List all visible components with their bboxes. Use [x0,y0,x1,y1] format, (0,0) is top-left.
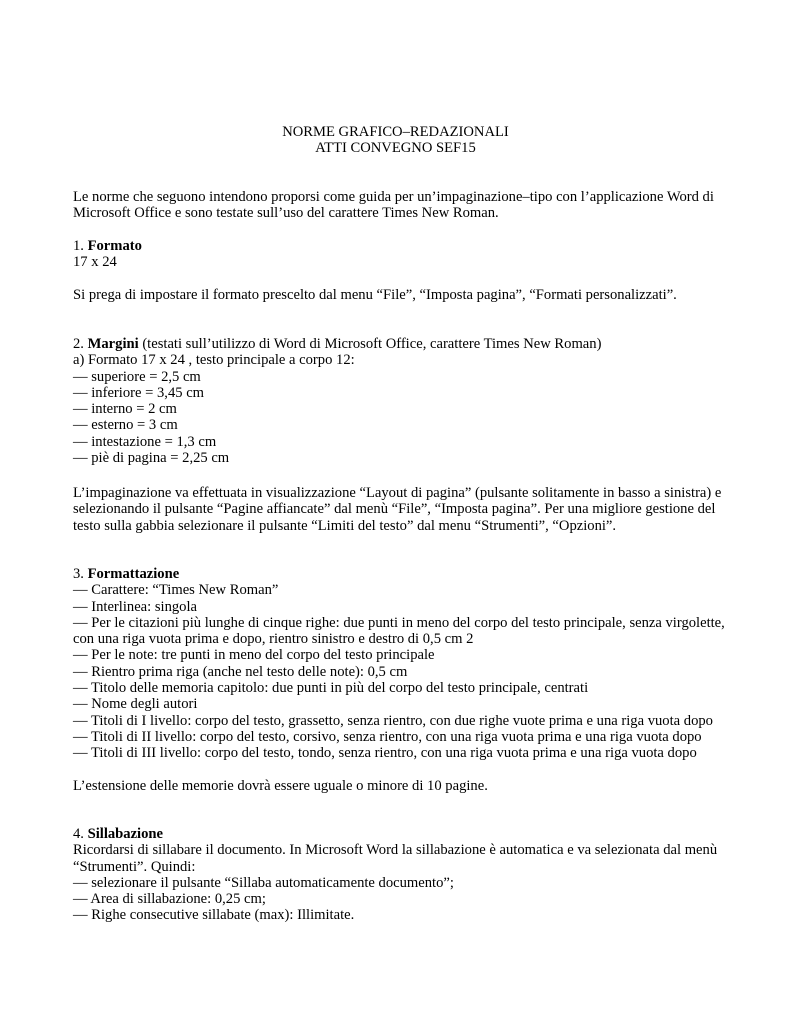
section-number: 3. [73,566,88,582]
section-number: 1. [73,238,88,254]
section-formattazione [73,566,723,762]
list-item: — Righe consecutive sillabate (max): Illimitate. [73,907,355,924]
list-item: — Nome degli autori [73,696,198,713]
intro-line: Le norme che seguono intendono proporsi come guida per un’impaginazione–tipo con l’applicazione Word di [73,189,714,205]
section-formato [73,238,723,271]
paragraph-line: “Strumenti”. Quindi: [73,858,196,875]
paragraph-line: L’impaginazione va effettuata in visualizzazione “Layout di pagina” (pulsante solitamente in basso a sinistra) e [73,485,722,501]
list-item: — selezionare il pulsante “Sillaba automaticamente documento”; [73,874,454,891]
list-item: — Titoli di I livello: corpo del testo, grassetto, senza rientro, con due righe vuote prima e una riga vuota dopo [73,712,713,729]
document-title: NORME GRAFICO–REDAZIONALI [282,124,509,140]
estensione-paragraph [73,778,723,794]
paragraph-line: Ricordarsi di sillabare il documento. In Microsoft Word la sillabazione è automatica e va selezionata dal menù [73,842,718,859]
section-heading-text: Sillabazione [87,826,164,842]
list-item: — Titolo delle memoria capitolo: due punti in più del corpo del testo principale, centrati [73,680,589,697]
list-item: — intestazione = 1,3 cm [73,433,217,450]
section-heading-note: (testati sull’utilizzo di Word di Microsoft Office, carattere Times New Roman) [138,336,602,352]
section-heading [73,336,723,352]
list-item: — Area di sillabazione: 0,25 cm; [73,891,266,908]
formato-note [73,287,723,303]
paragraph-line: selezionando il pulsante “Pagine affiancate” dal menù “File”, “Imposta pagina”. Per una migliore gestione del [73,501,716,518]
section-number: 4. [73,826,88,842]
list-item: con una riga vuota prima e dopo, rientro sinistro e destro di 0,5 cm 2 [73,631,474,648]
list-item: — esterno = 3 cm [73,417,178,434]
list-item: — Per le citazioni più lunghe di cinque righe: due punti in meno del corpo del testo principale, senza virgolette, [73,614,725,631]
section-margini [73,336,723,466]
paragraph-line: L’estensione delle memorie dovrà essere uguale o minore di 10 pagine. [73,778,488,794]
list-item: — piè di pagina = 2,25 cm [73,450,230,467]
list-item: — Titoli di II livello: corpo del testo, corsivo, senza rientro, con una riga vuota prima e una riga vuota dopo [73,728,702,745]
section-heading [73,238,723,254]
format-value: 17 x 24 [73,254,117,271]
list-item: — Carattere: “Times New Roman” [73,582,279,599]
section-heading-text: Formattazione [87,566,180,582]
margini-subheading: a) Formato 17 x 24 , testo principale a corpo 12: [73,352,355,369]
section-heading [73,826,723,842]
section-heading-text: Formato [87,238,142,254]
list-item: — interno = 2 cm [73,401,177,418]
intro-line: Microsoft Office e sono testate sull’uso del carattere Times New Roman. [73,205,499,222]
section-sillabazione [73,826,723,924]
section-heading [73,566,723,582]
list-item: — Interlinea: singola [73,598,198,615]
list-item: — inferiore = 3,45 cm [73,384,205,401]
layout-paragraph [73,485,723,534]
list-item: — Rientro prima riga (anche nel testo delle note): 0,5 cm [73,663,408,680]
section-heading-text: Margini [87,336,139,352]
section-number: 2. [73,336,88,352]
list-item: — superiore = 2,5 cm [73,368,201,385]
list-item: — Per le note: tre punti in meno del corpo del testo principale [73,647,435,664]
list-item: — Titoli di III livello: corpo del testo, tondo, senza rientro, con una riga vuota prima e una riga vuota dopo [73,745,697,762]
formato-note-text: Si prega di impostare il formato prescelto dal menu “File”, “Imposta pagina”, “Formati personalizzati”. [73,287,677,303]
document-subtitle: ATTI CONVEGNO SEF15 [315,140,476,156]
paragraph-line: testo sulla gabbia selezionare il pulsante “Limiti del testo” dal menu “Strumenti”, “Opzioni”. [73,517,617,534]
intro-paragraph [73,189,723,222]
